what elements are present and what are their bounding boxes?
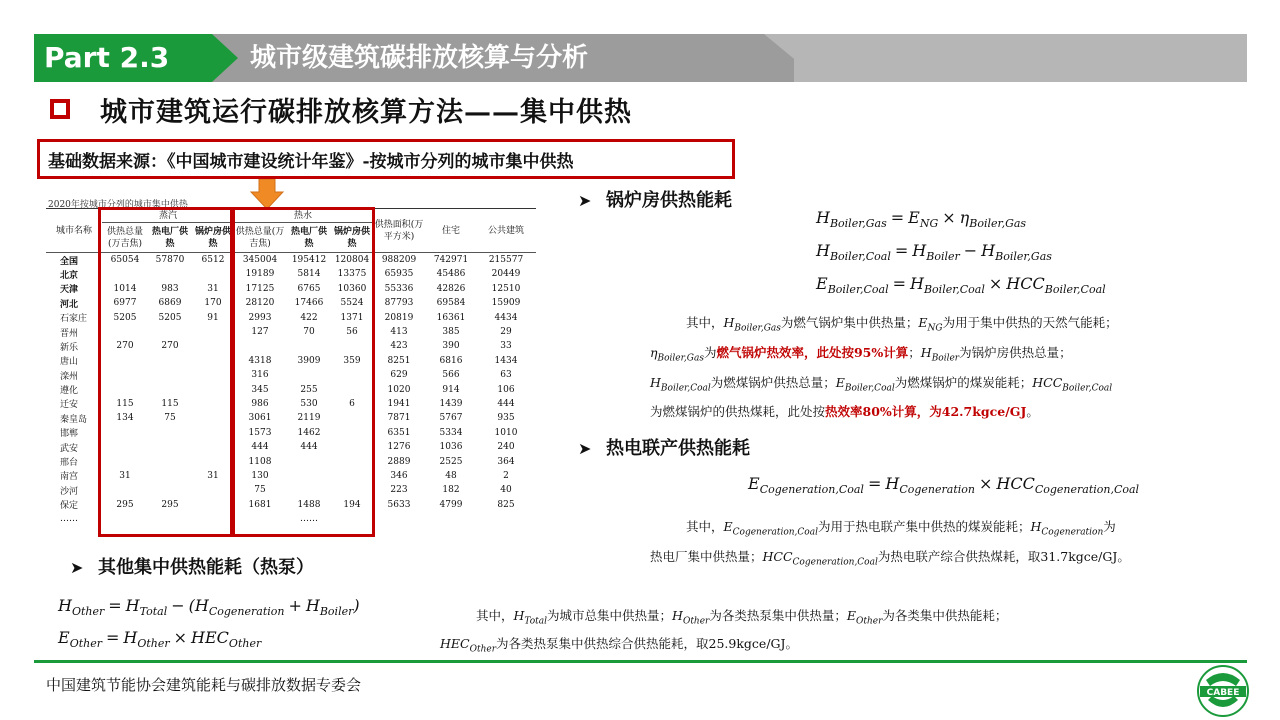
table-cell: 19189 bbox=[245, 269, 275, 280]
table-cell: 423 bbox=[390, 341, 408, 352]
table-cell: 63 bbox=[500, 370, 512, 381]
table-cell: 1108 bbox=[248, 456, 272, 467]
cabee-logo-icon bbox=[1196, 664, 1250, 718]
table-cell: 364 bbox=[497, 456, 515, 467]
table-cell: 3061 bbox=[248, 413, 272, 424]
table-cell: 31 bbox=[207, 470, 219, 481]
table-cell: 1276 bbox=[387, 442, 411, 453]
table-cell: 6512 bbox=[201, 255, 225, 266]
table-cell: 65935 bbox=[384, 269, 414, 280]
col-public: 公共建筑 bbox=[476, 209, 536, 253]
table-cell: 988209 bbox=[381, 255, 417, 266]
boiler-note-line4: 为燃煤锅炉的供热煤耗，此处按热效率80%计算，为42.7kgce/GJ。 bbox=[650, 404, 1039, 419]
footer-organization: 中国建筑节能协会建筑能耗与碳排放数据专委会 bbox=[46, 676, 362, 694]
table-cell: 20449 bbox=[491, 269, 521, 280]
logo-text: CABEE bbox=[1206, 688, 1240, 698]
formula-boiler-gas: $H_{Boiler,Gas} = E_{NG} \times \eta_{Boiler,Gas}$ bbox=[816, 208, 1027, 231]
table-cell: 1941 bbox=[387, 398, 411, 409]
table-cell: 75 bbox=[164, 413, 176, 424]
table-cell-city: 天津 bbox=[60, 285, 79, 296]
table-cell-city: 迁安 bbox=[60, 400, 79, 411]
bullet-arrow-icon: ➤ bbox=[578, 191, 592, 210]
table-cell: 390 bbox=[442, 341, 460, 352]
col-plant-water: 热电厂供热 bbox=[286, 223, 332, 253]
formula-boiler-coal-energy: $E_{Boiler,Coal} = H_{Boiler,Coal} \times HCC_{Boiler,Coal}$ bbox=[816, 274, 1106, 297]
table-cell: 566 bbox=[442, 370, 460, 381]
table-cell: 75 bbox=[254, 485, 266, 496]
formula-other-heat: $H_{Other} = H_{Total} - (H_{Cogeneration} + H_{Boiler})$ bbox=[58, 596, 360, 619]
table-cell: 2525 bbox=[439, 456, 463, 467]
table-cell: 2119 bbox=[297, 413, 321, 424]
col-total-water: 供热总量(万吉焦) bbox=[234, 223, 286, 253]
table-cell: 29 bbox=[500, 327, 512, 338]
table-cell-city: 武安 bbox=[60, 443, 79, 454]
table-cell: …… bbox=[300, 514, 318, 525]
table-cell: 45486 bbox=[436, 269, 466, 280]
other-heading: ➤ 其他集中供热能耗（热泵） bbox=[70, 557, 314, 578]
boiler-note-line2: $\eta_{Boiler,Gas}$为燃气锅炉热效率，此处按95%计算；$H_{Boiler}$为锅炉房供热总量； bbox=[650, 345, 1072, 364]
table-cell: 1488 bbox=[297, 499, 321, 510]
table-cell: 20819 bbox=[384, 312, 414, 323]
banner-decoration-fill bbox=[794, 34, 1247, 82]
table-cell: 316 bbox=[251, 370, 269, 381]
formula-cogeneration: $E_{Cogeneration,Coal} = H_{Cogeneration} \times HCC_{Cogeneration,Coal}$ bbox=[748, 474, 1140, 497]
table-cell: 986 bbox=[251, 398, 269, 409]
table-cell-city: 全国 bbox=[60, 256, 79, 267]
table-cell: 3909 bbox=[297, 355, 321, 366]
table-cell: 385 bbox=[442, 327, 460, 338]
table-cell: 1573 bbox=[248, 427, 272, 438]
table-cell: 4799 bbox=[439, 499, 463, 510]
table-cell-city: 保定 bbox=[60, 501, 79, 512]
table-cell: 6977 bbox=[113, 298, 137, 309]
col-plant-steam: 热电厂供热 bbox=[148, 223, 192, 253]
table-cell: 1439 bbox=[439, 398, 463, 409]
other-note-line2: $HEC_{Other}$为各类热泵集中供热综合供热能耗，取25.9kgce/GJ。 bbox=[440, 636, 799, 655]
table-cell: 1462 bbox=[297, 427, 321, 438]
table-cell bbox=[372, 512, 426, 526]
table-cell bbox=[476, 512, 536, 526]
table-cell: 2993 bbox=[248, 312, 272, 323]
table-cell: 825 bbox=[497, 499, 515, 510]
table-cell: 115 bbox=[116, 398, 134, 409]
header-banner bbox=[34, 34, 1247, 82]
table-cell: 120804 bbox=[334, 255, 370, 266]
table-cell: 170 bbox=[204, 298, 222, 309]
table-cell-city: 北京 bbox=[60, 270, 79, 281]
table-cell: 13375 bbox=[337, 269, 367, 280]
cogeneration-heading: ➤ 热电联产供热能耗 bbox=[578, 438, 750, 459]
data-source-text: 基础数据来源：《中国城市建设统计年鉴》-按城市分列的城市集中供热 bbox=[48, 152, 574, 172]
table-cell: 1010 bbox=[494, 427, 518, 438]
table-cell: 12510 bbox=[491, 283, 521, 294]
table-cell: 127 bbox=[251, 327, 269, 338]
table-cell: 87793 bbox=[384, 298, 414, 309]
table-cell-city: 秦皇岛 bbox=[60, 414, 88, 425]
table-cell: 115 bbox=[161, 398, 179, 409]
table-cell: 223 bbox=[390, 485, 408, 496]
col-boiler-water: 锅炉房供热 bbox=[332, 223, 372, 253]
table-cell: 346 bbox=[390, 470, 408, 481]
table-cell: 4318 bbox=[248, 355, 272, 366]
cogeneration-note-line2: 热电厂集中供热量；$HCC_{Cogeneration,Coal}$为热电联产综合供热煤耗，取31.7kgce/GJ。 bbox=[650, 549, 1130, 568]
table-cell: 31 bbox=[119, 470, 131, 481]
table-cell: 1371 bbox=[340, 312, 364, 323]
table-cell: 69584 bbox=[436, 298, 466, 309]
table-cell bbox=[426, 512, 476, 526]
table-cell: 983 bbox=[161, 283, 179, 294]
table-cell-city: 邯郸 bbox=[60, 429, 79, 440]
table-cell: 42826 bbox=[436, 283, 466, 294]
table-cell: 7871 bbox=[387, 413, 411, 424]
table-cell: 57870 bbox=[155, 255, 185, 266]
table-cell: 5814 bbox=[297, 269, 321, 280]
table-cell: 31 bbox=[207, 283, 219, 294]
table-cell: 15909 bbox=[491, 298, 521, 309]
table-cell: 48 bbox=[445, 470, 457, 481]
part-arrow bbox=[212, 34, 238, 82]
table-cell: 194 bbox=[343, 499, 361, 510]
table-cell: 359 bbox=[343, 355, 361, 366]
table-cell: 270 bbox=[116, 341, 134, 352]
table-cell-city: …… bbox=[60, 514, 78, 525]
table-cell: 422 bbox=[300, 312, 318, 323]
table-cell-city: 遵化 bbox=[60, 386, 79, 397]
group-steam: 蒸汽 bbox=[102, 209, 234, 223]
table-cell: 4434 bbox=[494, 312, 518, 323]
table-cell: 65054 bbox=[110, 255, 140, 266]
table-cell: 6 bbox=[349, 398, 355, 409]
table-cell: 1036 bbox=[439, 442, 463, 453]
footer-divider bbox=[34, 660, 1247, 663]
boiler-note-line1: 其中，$H_{Boiler,Gas}$为燃气锅炉集中供热量；$E_{NG}$为用于集中供热的天然气能耗； bbox=[686, 315, 1118, 334]
table-cell: 413 bbox=[390, 327, 408, 338]
table-cell: 17125 bbox=[245, 283, 275, 294]
col-boiler-steam: 锅炉房供热 bbox=[192, 223, 234, 253]
col-residential: 住宅 bbox=[426, 209, 476, 253]
table-cell: 40 bbox=[500, 485, 512, 496]
table-cell: 6869 bbox=[158, 298, 182, 309]
table-cell: 1681 bbox=[248, 499, 272, 510]
table-cell: 1014 bbox=[113, 283, 137, 294]
table-cell: 16361 bbox=[436, 312, 466, 323]
table-cell: 444 bbox=[300, 442, 318, 453]
table-cell: 1434 bbox=[494, 355, 518, 366]
table-cell: 56 bbox=[346, 327, 358, 338]
table-cell: 295 bbox=[161, 499, 179, 510]
table-cell: 5205 bbox=[113, 312, 137, 323]
col-city: 城市名称 bbox=[46, 209, 102, 253]
table-cell: 6765 bbox=[297, 283, 321, 294]
table-cell: 215577 bbox=[488, 255, 524, 266]
bullet-arrow-icon: ➤ bbox=[70, 558, 84, 577]
table-cell: 345 bbox=[251, 384, 269, 395]
table-cell: 444 bbox=[251, 442, 269, 453]
table-cell: 182 bbox=[442, 485, 460, 496]
table-cell: 2 bbox=[503, 470, 509, 481]
formula-other-energy: $E_{Other} = H_{Other} \times HEC_{Other}$ bbox=[58, 628, 262, 651]
table-cell-city: 南宫 bbox=[60, 472, 79, 483]
table-cell: 2889 bbox=[387, 456, 411, 467]
boiler-note-line3: $H_{Boiler,Coal}$为燃煤锅炉供热总量；$E_{Boiler,Coal}$为燃煤锅炉的煤炭能耗；$HCC_{Boiler,Coal}$ bbox=[650, 375, 1113, 394]
col-area: 供热面积(万平方米) bbox=[372, 209, 426, 253]
table-cell: 55336 bbox=[384, 283, 414, 294]
table-cell: 6816 bbox=[439, 355, 463, 366]
table-cell: 5334 bbox=[439, 427, 463, 438]
table-cell: 17466 bbox=[294, 298, 324, 309]
table-cell: 240 bbox=[497, 442, 515, 453]
table-cell: 935 bbox=[497, 413, 515, 424]
table-cell: 530 bbox=[300, 398, 318, 409]
table-cell: 5205 bbox=[158, 312, 182, 323]
table-cell: 134 bbox=[116, 413, 134, 424]
table-cell: 1020 bbox=[387, 384, 411, 395]
table-cell: 629 bbox=[390, 370, 408, 381]
boiler-heading: ➤ 锅炉房供热能耗 bbox=[578, 190, 732, 211]
formula-boiler-coal-heat: $H_{Boiler,Coal} = H_{Boiler} - H_{Boiler,Gas}$ bbox=[816, 241, 1052, 264]
table-cell-city: 滦州 bbox=[60, 371, 79, 382]
table-cell-city: 邢台 bbox=[60, 458, 79, 469]
banner-title: 城市级建筑碳排放核算与分析 bbox=[250, 43, 589, 73]
table-cell: 91 bbox=[207, 312, 219, 323]
section-title: 城市建筑运行碳排放核算方法——集中供热 bbox=[100, 97, 632, 128]
steam-highlight-frame bbox=[98, 207, 233, 537]
bullet-arrow-icon: ➤ bbox=[578, 439, 592, 458]
section-square-icon bbox=[50, 99, 70, 119]
table-cell: 295 bbox=[116, 499, 134, 510]
part-label: Part 2.3 bbox=[34, 34, 212, 82]
table-cell: 742971 bbox=[433, 255, 469, 266]
table-cell: 8251 bbox=[387, 355, 411, 366]
table-cell: 5767 bbox=[439, 413, 463, 424]
table-cell: 6351 bbox=[387, 427, 411, 438]
table-cell: 70 bbox=[303, 327, 315, 338]
col-total-steam: 供热总量(万吉焦) bbox=[102, 223, 148, 253]
table-cell: 914 bbox=[442, 384, 460, 395]
table-cell-city: 沙河 bbox=[60, 486, 79, 497]
table-cell-city: 晋州 bbox=[60, 328, 79, 339]
table-cell-city: 石家庄 bbox=[60, 314, 88, 325]
cogeneration-note-line1: 其中，$E_{Cogeneration,Coal}$为用于热电联产集中供热的煤炭能耗；$H_{Cogeneration}$为 bbox=[686, 519, 1116, 538]
group-water: 热水 bbox=[234, 209, 372, 223]
table-cell-city: 唐山 bbox=[60, 357, 79, 368]
table-cell: 130 bbox=[251, 470, 269, 481]
table-cell: 10360 bbox=[337, 283, 367, 294]
table-cell: 28120 bbox=[245, 298, 275, 309]
water-highlight-frame bbox=[232, 207, 375, 537]
table-cell: 33 bbox=[500, 341, 512, 352]
other-note-line1: 其中，$H_{Total}$为城市总集中供热量；$H_{Other}$为各类热泵集中供热量；$E_{Other}$为各类集中供热能耗； bbox=[476, 608, 1008, 627]
table-cell: 106 bbox=[497, 384, 515, 395]
table-cell: 195412 bbox=[291, 255, 327, 266]
down-arrow-icon bbox=[250, 179, 284, 209]
data-source-box bbox=[37, 139, 735, 179]
table-cell: 5633 bbox=[387, 499, 411, 510]
table-cell: 345004 bbox=[242, 255, 278, 266]
table-caption: 2020年按城市分列的城市集中供热 bbox=[48, 200, 188, 210]
table-cell: 270 bbox=[161, 341, 179, 352]
table-cell: 255 bbox=[300, 384, 318, 395]
table-cell: 5524 bbox=[340, 298, 364, 309]
table-cell-city: 新乐 bbox=[60, 342, 79, 353]
table-cell-city: 河北 bbox=[60, 299, 79, 310]
table-cell: 444 bbox=[497, 398, 515, 409]
